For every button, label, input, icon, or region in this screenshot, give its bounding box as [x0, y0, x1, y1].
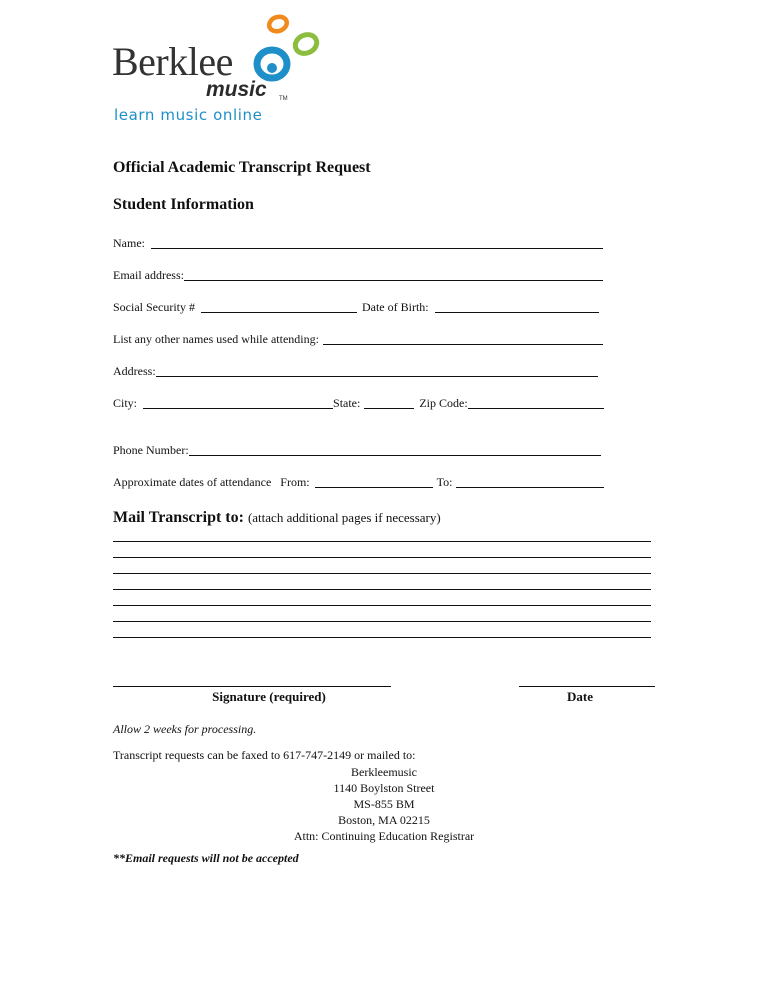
email-warning: **Email requests will not be accepted: [113, 851, 299, 865]
dates-field[interactable]: [113, 475, 604, 490]
date-line[interactable]: [519, 686, 655, 687]
address-input-line[interactable]: [156, 376, 598, 377]
city-input-line[interactable]: [143, 408, 333, 409]
to-input-line[interactable]: [456, 487, 604, 488]
city-label: City:: [113, 396, 138, 410]
other-names-input-line[interactable]: [323, 344, 603, 345]
address-line-3: MS-855 BM: [353, 797, 415, 811]
from-label: From:: [280, 475, 310, 489]
address-field[interactable]: [113, 364, 598, 379]
phone-label: Phone Number:: [113, 443, 189, 457]
mail-line-2[interactable]: [113, 557, 651, 558]
zip-label: Zip Code:: [419, 396, 468, 410]
mail-line-5[interactable]: [113, 605, 651, 606]
mail-line-7[interactable]: [113, 637, 651, 638]
signature-line[interactable]: [113, 686, 391, 687]
logo-tagline: learn music online: [114, 106, 263, 124]
email-input-line[interactable]: [184, 280, 603, 281]
ssn-input-line[interactable]: [201, 312, 357, 313]
section-heading: Student Information: [113, 196, 254, 213]
logo: [112, 14, 327, 129]
address-line-2: 1140 Boylston Street: [333, 781, 435, 795]
mail-line-4[interactable]: [113, 589, 651, 590]
mail-title: Mail Transcript to:: [113, 509, 244, 526]
email-field[interactable]: [113, 268, 603, 283]
state-input-line[interactable]: [364, 408, 414, 409]
address-label: Address:: [113, 364, 156, 378]
mail-heading: [113, 509, 441, 527]
address-line-5: Attn: Continuing Education Registrar: [293, 829, 475, 843]
logo-trademark: TM: [279, 96, 288, 102]
to-label: To:: [436, 475, 453, 489]
logo-sub: music: [206, 78, 267, 101]
mailing-address: [200, 764, 568, 844]
name-label: Name:: [113, 236, 145, 250]
other-names-field[interactable]: [113, 332, 603, 347]
from-input-line[interactable]: [315, 487, 433, 488]
mail-line-3[interactable]: [113, 573, 651, 574]
phone-field[interactable]: [113, 443, 601, 458]
mail-note: (attach additional pages if necessary): [247, 510, 441, 525]
processing-note: Allow 2 weeks for processing.: [113, 722, 257, 736]
email-label: Email address:: [113, 268, 184, 282]
address-line-4: Boston, MA 02215: [338, 813, 430, 827]
logo-brand: Berklee: [112, 39, 233, 84]
fax-note: Transcript requests can be faxed to 617-747-2149 or mailed to:: [113, 748, 416, 762]
mail-line-1[interactable]: [113, 541, 651, 542]
dates-label: Approximate dates of attendance: [113, 475, 272, 489]
signature-label: Signature (required): [212, 689, 326, 704]
zip-input-line[interactable]: [468, 408, 604, 409]
mail-line-6[interactable]: [113, 621, 651, 622]
other-names-label: List any other names used while attending:: [113, 332, 319, 346]
city-state-zip-field[interactable]: [113, 396, 604, 411]
state-label: State:: [333, 396, 361, 410]
date-label: Date: [567, 689, 593, 704]
ssn-label: Social Security #: [113, 300, 195, 314]
name-field[interactable]: [113, 236, 603, 251]
ssn-dob-field[interactable]: [113, 300, 599, 315]
page-title: Official Academic Transcript Request: [113, 159, 371, 176]
dob-input-line[interactable]: [435, 312, 599, 313]
name-input-line[interactable]: [151, 248, 603, 249]
phone-input-line[interactable]: [189, 455, 601, 456]
address-line-1: Berkleemusic: [351, 765, 417, 779]
dob-label: Date of Birth:: [361, 300, 429, 314]
